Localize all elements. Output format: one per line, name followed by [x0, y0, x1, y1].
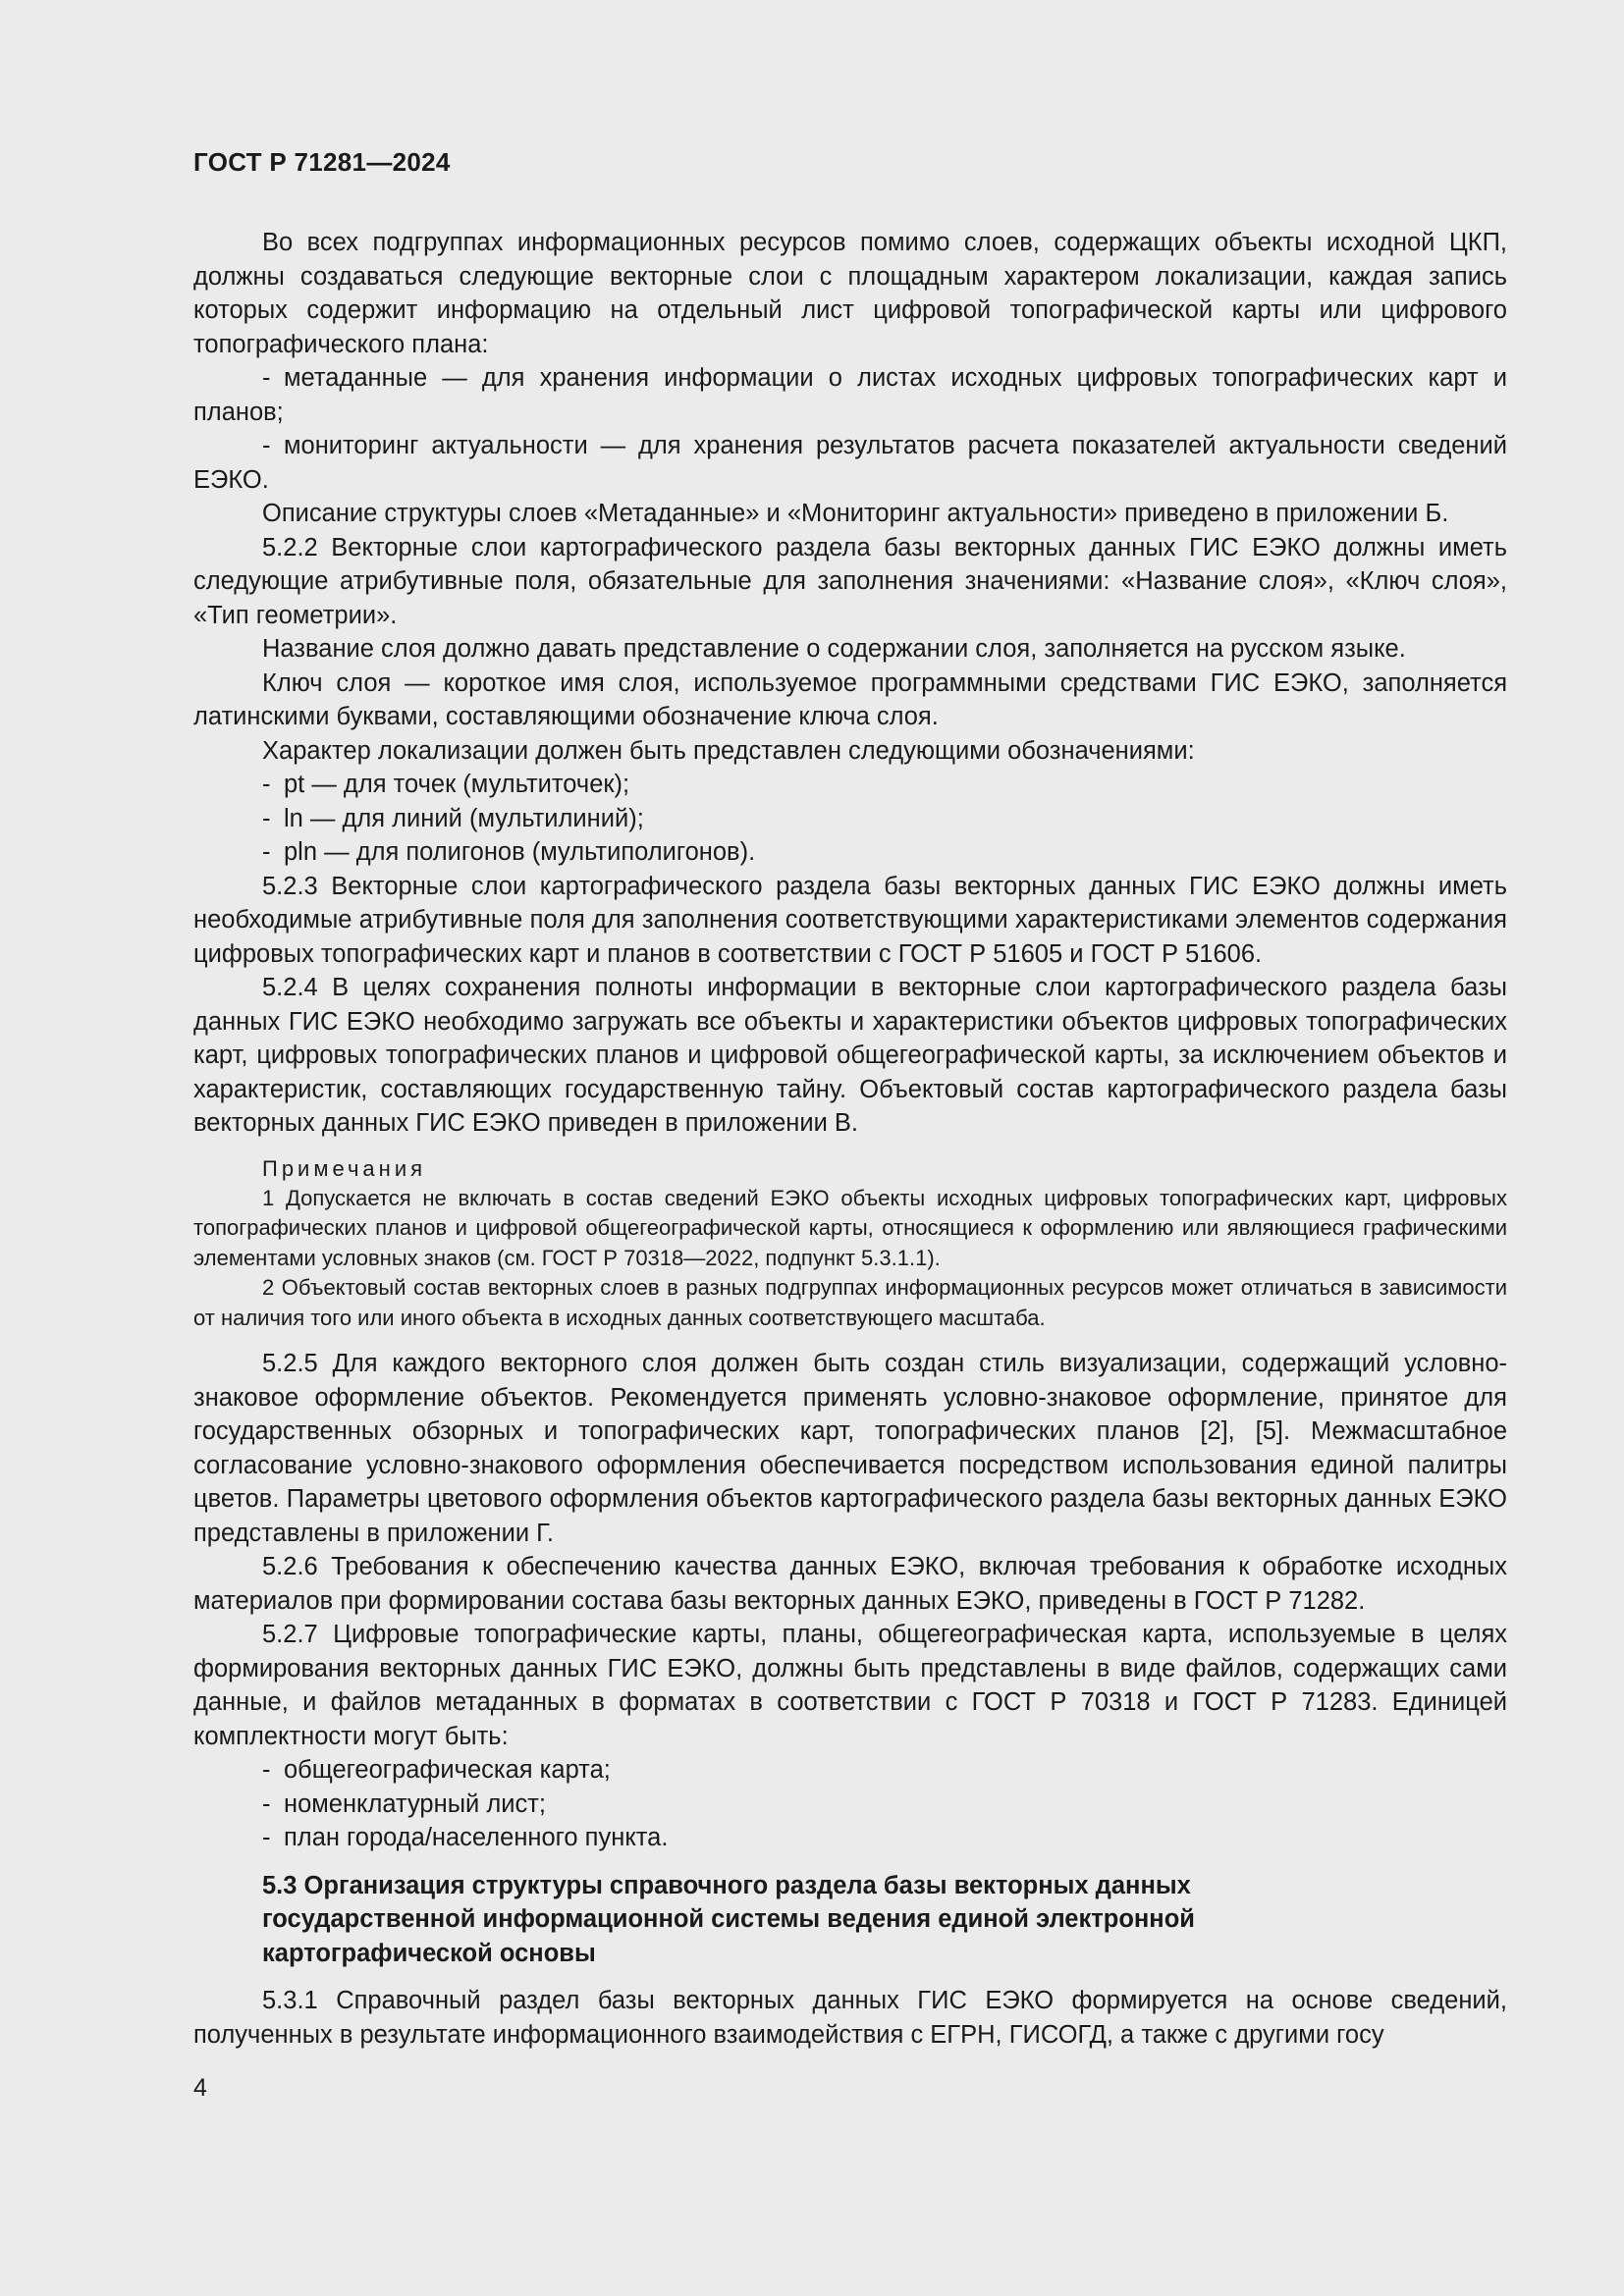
list-item: - мониторинг актуальности — для хранения результатов расчета показателей актуальности сведений ЕЭКО. [193, 432, 1507, 494]
clause-5-2-5: 5.2.5 Для каждого векторного слоя должен быть создан стиль визуализации, содержащий условно-знаковое оформление объектов. Рекомендуется применять условно-знаковое оформление, принятое для государственных обзорных и топографических карт, топографических планов [2], [5]. Межмасштабное согласование условно-знакового оформления обеспечивается посредством использования единой палитры цветов. Параметры цветового оформления объектов картографического раздела базы векторных данных ЕЭКО представлены в приложении Г. [193, 1350, 1507, 1547]
notes-block [193, 1154, 1507, 1334]
note-item: 2 Объектовый состав векторных слоев в разных подгруппах информационных ресурсов может отличаться в зависимости от наличия того или иного объекта в исходных данных соответствующего масштаба. [193, 1275, 1507, 1330]
section-5-3-heading: 5.3 Организация структуры справочного раздела базы векторных данных государственной информационной системы ведения единой электронной картографической основы [262, 1871, 1195, 1967]
list-item: - общегеографическая карта; [262, 1756, 611, 1784]
list-item: - номенклатурный лист; [262, 1789, 546, 1818]
document-header: ГОСТ Р 71281—2024 [193, 147, 451, 177]
intro-description: Описание структуры слоев «Метаданные» и «Мониторинг актуальности» приведено в приложении Б. [262, 500, 1449, 527]
list-item: - метаданные — для хранения информации о листах исходных цифровых топографических карт и планов; [193, 364, 1507, 426]
clause-5-2-3: 5.2.3 Векторные слои картографического раздела базы векторных данных ГИС ЕЭКО должны иметь необходимые атрибутивные поля для заполнения соответствующими характеристиками элементов содержания цифровых топографических карт и планов в соответствии с ГОСТ Р 51605 и ГОСТ Р 51606. [193, 872, 1507, 968]
note-item: 1 Допускается не включать в состав сведений ЕЭКО объекты исходных цифровых топографических карт, цифровых топографических планов и цифровой общегеографической карты, относящиеся к оформлению или являющиеся графическими элементами условных знаков (см. ГОСТ Р 70318—2022, подпункт 5.3.1.1). [193, 1185, 1507, 1270]
list-item: - pln — для полигонов (мультиполигонов). [262, 838, 756, 866]
layer-key-paragraph: Ключ слоя — короткое имя слоя, используемое программными средствами ГИС ЕЭКО, заполняется латинскими буквами, составляющими обозначение ключа слоя. [193, 668, 1507, 730]
list-item: - pt — для точек (мультиточек); [262, 771, 630, 798]
intro-paragraph: Во всех подгруппах информационных ресурсов помимо слоев, содержащих объекты исходной ЦКП, должны создаваться следующие векторные слои с площадным характером локализации, каждая запись которых содержит информацию на отдельный лист цифровой топографической карты или цифрового топографического плана: [193, 229, 1507, 358]
notes-title: Примечания [262, 1155, 427, 1181]
clause-5-3-1: 5.3.1 Справочный раздел базы векторных данных ГИС ЕЭКО формируется на основе сведений, полученных в результате информационного взаимодействия с ЕГРН, ГИСОГД, а также с другими госу [193, 1987, 1507, 2049]
clause-5-2-2: 5.2.2 Векторные слои картографического раздела базы векторных данных ГИС ЕЭКО должны иметь следующие атрибутивные поля, обязательные для заполнения значениями: «Название слоя», «Ключ слоя», «Тип геометрии». [193, 533, 1507, 629]
localization-paragraph: Характер локализации должен быть представлен следующими обозначениями: [262, 736, 1195, 765]
clause-5-2-4: 5.2.4 В целях сохранения полноты информации в векторные слои картографического раздела базы данных ГИС ЕЭКО необходимо загружать все объекты и характеристики объектов цифровых топографических карт, цифровых топографических планов и цифровой общегеографической карты, за исключением объектов и характеристик, составляющих государственную тайну. Объектовый состав картографического раздела базы векторных данных ГИС ЕЭКО приведен в приложении В. [193, 974, 1507, 1137]
list-item: - ln — для линий (мультилиний); [262, 804, 644, 832]
page-number: 4 [193, 2074, 207, 2102]
list-item: - план города/населенного пункта. [262, 1824, 669, 1851]
clause-5-2-7: 5.2.7 Цифровые топографические карты, планы, общегеографическая карта, используемые в целях формирования векторных данных ГИС ЕЭКО, должны быть представлены в виде файлов, содержащих сами данные, и файлов метаданных в форматах в соответствии с ГОСТ Р 70318 и ГОСТ Р 71283. Единицей комплектности могут быть: [193, 1621, 1507, 1750]
layer-name-paragraph: Название слоя должно давать представление о содержании слоя, заполняется на русском языке. [262, 635, 1406, 663]
page-body [193, 226, 1507, 2052]
clause-5-2-6: 5.2.6 Требования к обеспечению качества данных ЕЭКО, включая требования к обработке исходных материалов при формировании состава базы векторных данных ЕЭКО, приведены в ГОСТ Р 71282. [193, 1553, 1507, 1615]
